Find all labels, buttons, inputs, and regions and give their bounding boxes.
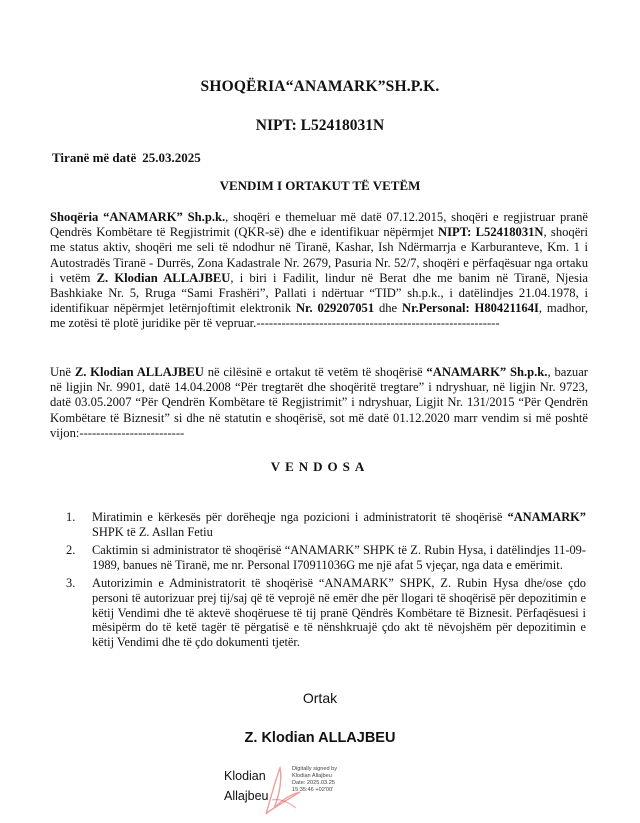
para1-text-5: , madhor, me zotësi të plotë juridike për të vepruar.---------------------------------------------------------- <box>50 301 589 331</box>
company-description-paragraph <box>50 210 588 332</box>
company-title: SHOQËRIA“ANAMARK”SH.P.K. <box>200 78 440 95</box>
place-date <box>52 150 201 166</box>
para2-text-2: në cilësinë e ortakut të vetëm të shoqërisë <box>203 365 427 379</box>
para1-text-1: , shoqëri e themeluar më datë 07.12.2015, shoqëri e regjistruar pranë Qendrës Kombëtare të Regjistrimit (QKR-së) dhe e identifikuar nëpërmjet <box>50 210 588 240</box>
signature-detail-line: Date: 2025.03.25 <box>292 780 335 786</box>
place-label: Tiranë më datë <box>52 150 137 165</box>
item-number: 1. <box>66 510 76 524</box>
signature-first-name: Klodian <box>224 769 266 783</box>
company-nipt: NIPT: L52418031N <box>438 225 544 240</box>
id-card-number: Nr. 029207051 <box>295 301 375 316</box>
item-number: 2. <box>66 543 76 558</box>
decides-heading: VENDOSA <box>270 459 370 474</box>
decision-item <box>66 510 586 539</box>
partner-name: Z. Klodian ALLAJBEU <box>96 270 231 285</box>
item-number: 3. <box>66 576 76 591</box>
company-name: “ANAMARK” Sh.p.k. <box>426 365 548 379</box>
company-name: Shoqëria “ANAMARK” Sh.p.k. <box>50 210 226 224</box>
para1-text-4: dhe <box>374 301 402 316</box>
item-text: Autorizimin e Administratorit të shoqërisë “ANAMARK” SHPK, Z. Rubin Hysa dhe/ose çdo personi të autorizuar prej tij/saj që të veprojë në emër dhe për llogari të shoqërisë për depozitimin e këtij Vendimi dhe të aktevë shoqëruese të tij pranë Qëndrës Kombëtare të Biznesit. Përfaqësuesi i mësipërm do të ketë tagër të përgatisë e të nënshkruajë çdo akt të nëvojshëm për depozitimin e këtij Vendimi dhe të çdo dokumenti tjetër. <box>92 576 586 649</box>
signature-detail-line: 15:35:46 +02'00' <box>292 787 334 793</box>
partner-label: Ortak <box>302 690 338 706</box>
nipt-title: NIPT: L52418031N <box>255 117 385 134</box>
partner-name: Z. Klodian ALLAJBEU <box>74 365 204 379</box>
decision-title: VENDIM I ORTAKUT TË VETËM <box>219 178 421 193</box>
decision-items-list <box>66 510 586 653</box>
decision-item <box>66 576 586 649</box>
para1-text-2: , shoqëri me status aktiv, shoqëri me seli të ndodhur në Tiranë, Kashar, Ish Ndërmarrja e Karburanteve, Km. 1 i Autostradës Tiranë - Durrës, Zona Kadastrale Nr. 2679, Pasuria Nr. 52/7, shoqëri e përfaqësuar nga ortaku i vetëm <box>50 225 588 285</box>
signature-detail-line: Digitally signed by <box>292 766 338 772</box>
signature-detail-line: Klodian Allajbeu <box>292 773 332 779</box>
item-text: Caktimin si administrator të shoqërisë “ANAMARK” SHPK të Z. Rubin Hysa, i datëlindjes 11-09-1989, banues në Tiranë, me nr. Personal I70911036G me një afat 5 vjeçar, nga data e emërimit. <box>92 543 586 572</box>
item-text: Miratimin e kërkesës për dorëheqje nga pozicioni i administratorit të shoqërisë <box>92 510 508 524</box>
document-date: 25.03.2025 <box>142 150 201 165</box>
item-text-tail: SHPK të Z. Asllan Fetiu <box>92 524 213 539</box>
para2-text-3: , bazuar në ligjin Nr. 9901, datë 14.04.2008 “Për tregtarët dhe shoqëritë tregtare” i ndryshuar, në ligjin Nr. 9723, datë 03.05.2007 “Për Qendrën Kombëtare të Regjistrimit” i ndryshuar, Ligjit Nr. 131/2015 “Për Qendrën Kombëtare të Biznesit” si dhe në statutin e shoqërisë, sot më datë 01.12.2020 marr vendim si më poshtë vijon:------------------------- <box>50 365 588 440</box>
signer-name: Z. Klodian ALLAJBEU <box>244 730 396 746</box>
signature-last-name: Allajbeu <box>224 789 269 803</box>
legal-basis-paragraph <box>50 365 588 441</box>
signature-details <box>292 766 337 794</box>
para1-text-3: , i biri i Fadilit, lindur në Berat dhe me banim në Tiranë, Njesia Bashkiake Nr. 5, Rruga “Sami Frashëri”, Pallati i ndërtuar “TID” sh.p.k., i datëlindjes 21.04.1978, i identifikuar nëpërmjet letërnjoftimit elektronik <box>50 270 588 316</box>
personal-number: Nr.Personal: H80421164I <box>401 301 539 316</box>
signature-name <box>224 766 268 806</box>
digital-signature[interactable] <box>218 760 378 818</box>
para2-text-1: Unë <box>50 365 75 379</box>
item-company-name: “ANAMARK” <box>507 510 586 524</box>
decision-item <box>66 543 586 572</box>
